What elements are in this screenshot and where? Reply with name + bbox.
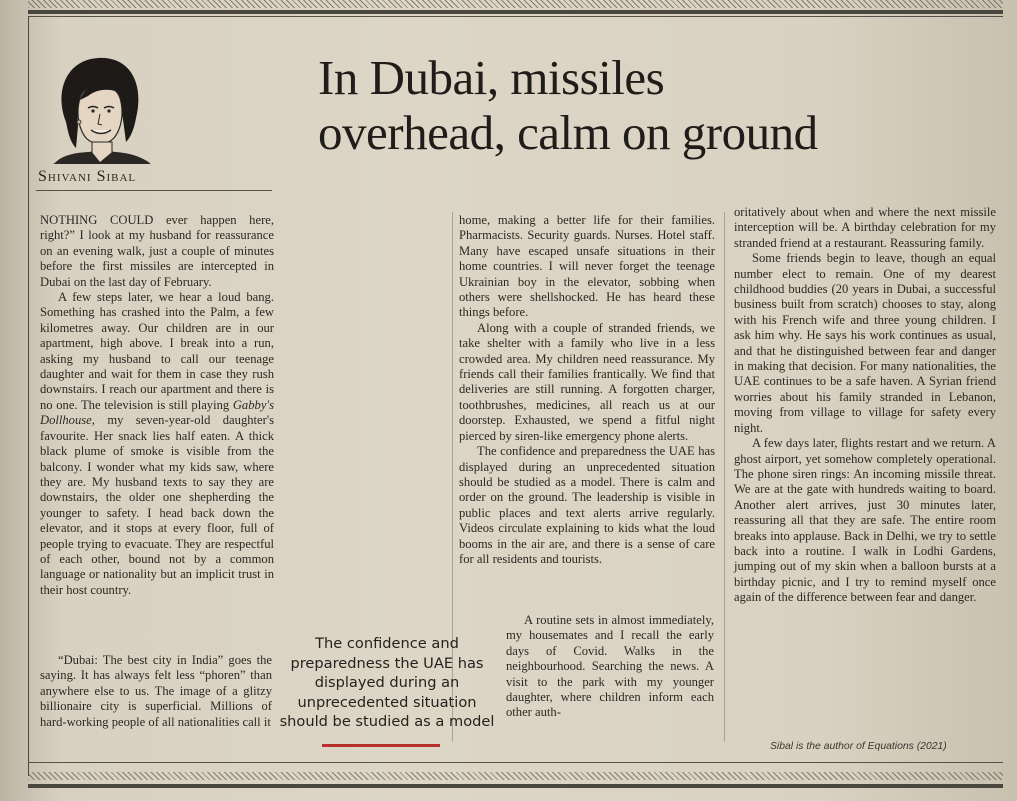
paragraph: Along with a couple of stranded friends, we take shelter with a family who live in a less crowded area. My children need reassurance. My friends call their families frantically. We find that deliveries are still running. A forgotten charger, toothbrushes, medicines, all reach us at our doorstep. Exhausted, we spend a fitful night pierced by siren-like emergency phone alerts. [459,320,715,443]
article-column-2 [459,213,715,567]
paragraph: oritatively about when and where the next missile interception will be. A birthday celebration for my stranded friend at a restaurant. Reassuring family. [734,205,996,250]
article-column-1-tail [40,653,272,730]
top-hatch-border [28,0,1003,8]
byline-rule [36,190,272,191]
bottom-rule-thick [28,784,1003,788]
top-rule-thin [28,16,1003,17]
show-title: Gabby's Dollhouse [40,397,274,428]
bottom-hatch-border [28,772,1003,780]
pull-quote-rule [322,744,440,747]
paragraph: Some friends begin to leave, though an equal number elect to remain. One of my dearest childhood buddies (20 years in Dubai, a successful business built from scratch) chooses to stay, along with his French wife and three young children. I ask him why. He says his work continues as usual, and that he distinguished between fear and danger in making that decision. For many nationalities, the UAE continues to be a safe haven. A Syrian friend worries about his family stranded in Lebanon, moving from village to village for safety every night. [734,251,996,435]
bottom-rule [28,762,1003,763]
author-portrait-illustration [36,52,168,164]
article-column-2-tail [506,613,714,721]
paragraph: The confidence and preparedness the UAE has displayed during an unprecedented situation should be studied as a model. There is calm and order on the ground. The leadership is visible in public places and text alerts arrive regularly. Videos circulate explaining to kids what the loud booms in the air are, and there is a sense of care for all residents and tourists. [459,444,715,566]
headline-line-2: overhead, calm on ground [318,105,818,160]
article-column-3 [734,205,996,606]
left-border-rule [28,16,29,776]
headline [318,50,998,160]
paragraph: A routine sets in almost immediately, my housemates and I recall the early days of Covid. Walks in the neighbourhood. Searching the news. A visit to the park with my younger daughter, where children inform each other auth- [506,613,714,720]
top-rule [28,10,1003,14]
paragraph: “Dubai: The best city in India” goes the saying. It has always felt less “phoren” than anywhere else to us. The image of a glitzy billionaire city is superficial. Millions of hard-working people of all nationalities call it [40,653,272,729]
byline: Shivani Sibal [38,168,137,185]
paragraph: NOTHING COULD ever happen here, right?” I look at my husband for reassurance on an evening walk, just a couple of minutes before the first missiles are intercepted in Dubai on the last day of February. [40,213,274,289]
pull-quote: The confidence and preparedness the UAE has displayed during an unprecedented situation should be studied as a model [279,635,495,731]
author-credit: Sibal is the author of Equations (2021) [770,741,947,752]
paragraph [40,290,274,598]
paragraph-text: , my seven-year-old daughter's favourite. Her snack lies half eaten. A thick black plume of smoke is visible from the balcony. I wonder what my kids saw, where they are. My husband texts to say they are downstairs, the older one shepherding the younger to safety. I head back down the elevator, and it stops at every floor, full of people trying to evacuate. They are respectful of each other, bound not by a common language or nationality but an implicit trust in their host country. [40,413,274,597]
column-divider-2 [724,212,725,742]
paragraph: home, making a better life for their families. Pharmacists. Security guards. Nurses. Hotel staff. Many have escaped unsafe situations in their home countries. I will never forget the teenage Ukrainian boy in the elevator, sobbing when others were shellshocked. He has heard these things before. [459,213,715,320]
paragraph: A few days later, flights restart and we return. A ghost airport, yet somehow completely operational. The phone siren rings: An incoming missile threat. We are at the gate with hundreds waiting to board. Another alert arrives, just 30 minutes later, reassuring all that they are safe. The entire room breaks into applause. Back in Delhi, we try to settle back into a routine. I walk in Lodhi Gardens, jumping out of my skin when a balloon bursts at a birthday picnic, and I try to remind myself once again of the difference between fear and danger. [734,436,996,605]
headline-line-1: In Dubai, missiles [318,50,665,105]
paragraph-text: A few steps later, we hear a loud bang. Something has crashed into the Palm, a few kilometres away. Our children are in our apartment, high above. I break into a run, asking my husband to call our teenage daughter and wait for them in case they rush downstairs. I reach our apartment and there is no one. The television is still playing [40,290,274,412]
article-column-1 [40,213,274,598]
